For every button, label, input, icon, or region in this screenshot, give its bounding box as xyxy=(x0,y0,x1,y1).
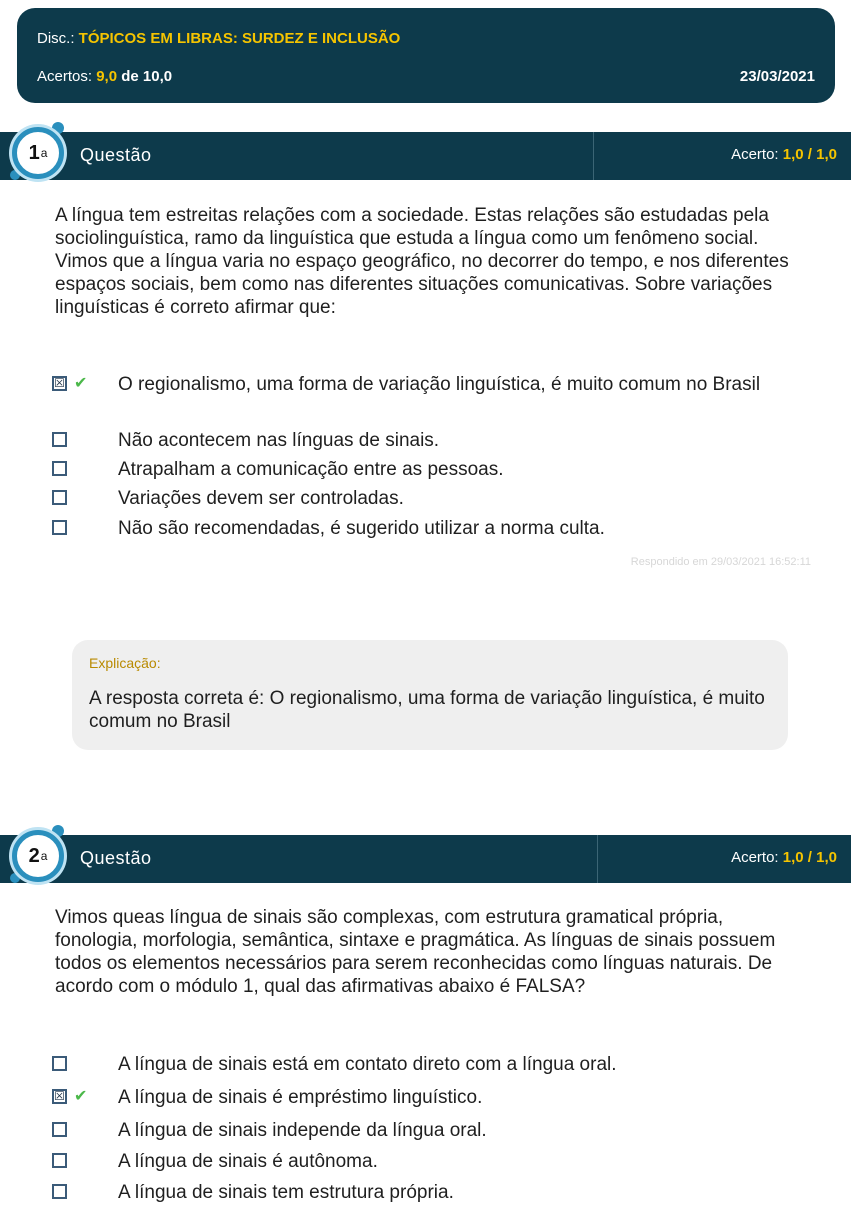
exam-header xyxy=(17,8,835,103)
explanation-box xyxy=(72,640,788,750)
option-text: A língua de sinais tem estrutura própria. xyxy=(118,1182,454,1203)
checkbox[interactable] xyxy=(52,1122,67,1137)
score-label: Acertos: xyxy=(37,68,93,85)
checkbox[interactable] xyxy=(52,432,67,447)
question-2-text: Vimos queas língua de sinais são complexas, com estrutura gramatical própria, fonologia, morfologia, semântica, sintaxe e pragmática. As línguas de sinais possuem todos os elementos necessários para serem reconhecidas como línguas naturais. De acordo com o módulo 1, qual das afirmativas abaixo é FALSA? xyxy=(55,907,776,997)
discipline xyxy=(37,30,400,47)
checked-box-icon[interactable]: ☒ xyxy=(52,1089,67,1104)
q1-option-1[interactable] xyxy=(52,374,812,404)
option-text: A língua de sinais está em contato direto com a língua oral. xyxy=(118,1054,617,1075)
question-2-label: Questão xyxy=(80,848,152,868)
checkbox[interactable] xyxy=(52,1184,67,1199)
score-total: de 10,0 xyxy=(121,68,173,85)
checked-box-icon[interactable]: ☒ xyxy=(52,376,67,391)
q2-option-3[interactable] xyxy=(52,1120,812,1150)
q1-option-3[interactable] xyxy=(52,459,812,489)
option-text: Atrapalham a comunicação entre as pessoas. xyxy=(118,459,504,480)
exam-date: 23/03/2021 xyxy=(739,68,815,85)
checkbox[interactable] xyxy=(52,1056,67,1071)
checkbox[interactable] xyxy=(52,490,67,505)
checkbox[interactable] xyxy=(52,520,67,535)
question-2-acerto: Acerto: 1,0 / 1,0 xyxy=(731,849,837,866)
option-text: Variações devem ser controladas. xyxy=(118,488,404,509)
decor-bubble-icon xyxy=(10,873,20,883)
checkbox[interactable] xyxy=(52,1153,67,1168)
q2-option-1[interactable] xyxy=(52,1054,812,1084)
question-1-text: A língua tem estreitas relações com a sociedade. Estas relações são estudadas pela sociolinguística, ramo da linguística que estuda a língua como um fenômeno social. Vimos que a língua varia no espaço geográfico, no decorrer do tempo, e nos diferentes espaços sociais, bem como nas diferentes situações comunicativas. Sobre variações linguísticas é correto afirmar que: xyxy=(55,205,789,318)
q2-option-2[interactable] xyxy=(52,1087,812,1117)
option-text: Não são recomendadas, é sugerido utilizar a norma culta. xyxy=(118,518,605,539)
question-2-number-badge: 2 a xyxy=(12,830,64,882)
question-1-bar xyxy=(0,132,851,180)
discipline-label: Disc.: xyxy=(37,30,75,47)
question-1-acerto: Acerto: 1,0 / 1,0 xyxy=(731,146,837,163)
option-text: Não acontecem nas línguas de sinais. xyxy=(118,430,440,451)
option-text: A língua de sinais independe da língua oral. xyxy=(118,1120,487,1141)
q2-option-4[interactable] xyxy=(52,1151,812,1181)
correct-check-icon: ✔ xyxy=(74,1088,88,1105)
option-text: O regionalismo, uma forma de variação linguística, é muito comum no Brasil xyxy=(118,374,761,395)
question-1-number-badge: 1 a xyxy=(12,127,64,179)
question-1-label: Questão xyxy=(80,145,152,165)
question-2-bar xyxy=(0,835,851,883)
option-text: A língua de sinais é empréstimo linguístico. xyxy=(118,1087,483,1108)
q1-option-4[interactable] xyxy=(52,488,812,518)
score-hit: 9,0 xyxy=(96,68,118,85)
checkbox[interactable] xyxy=(52,461,67,476)
answered-timestamp: Respondido em 29/03/2021 16:52:11 xyxy=(630,556,811,568)
q1-option-5[interactable] xyxy=(52,518,812,548)
q2-option-5[interactable] xyxy=(52,1182,812,1212)
q1-option-2[interactable] xyxy=(52,430,812,460)
decor-bubble-icon xyxy=(10,170,20,180)
score xyxy=(37,68,172,85)
correct-check-icon: ✔ xyxy=(74,375,88,392)
explanation-text: A resposta correta é: O regionalismo, uma forma de variação linguística, é muito comum no Brasil xyxy=(89,688,765,732)
explanation-label: Explicação: xyxy=(89,655,161,671)
discipline-value: TÓPICOS EM LIBRAS: SURDEZ E INCLUSÃO xyxy=(78,30,401,47)
option-text: A língua de sinais é autônoma. xyxy=(118,1151,378,1172)
